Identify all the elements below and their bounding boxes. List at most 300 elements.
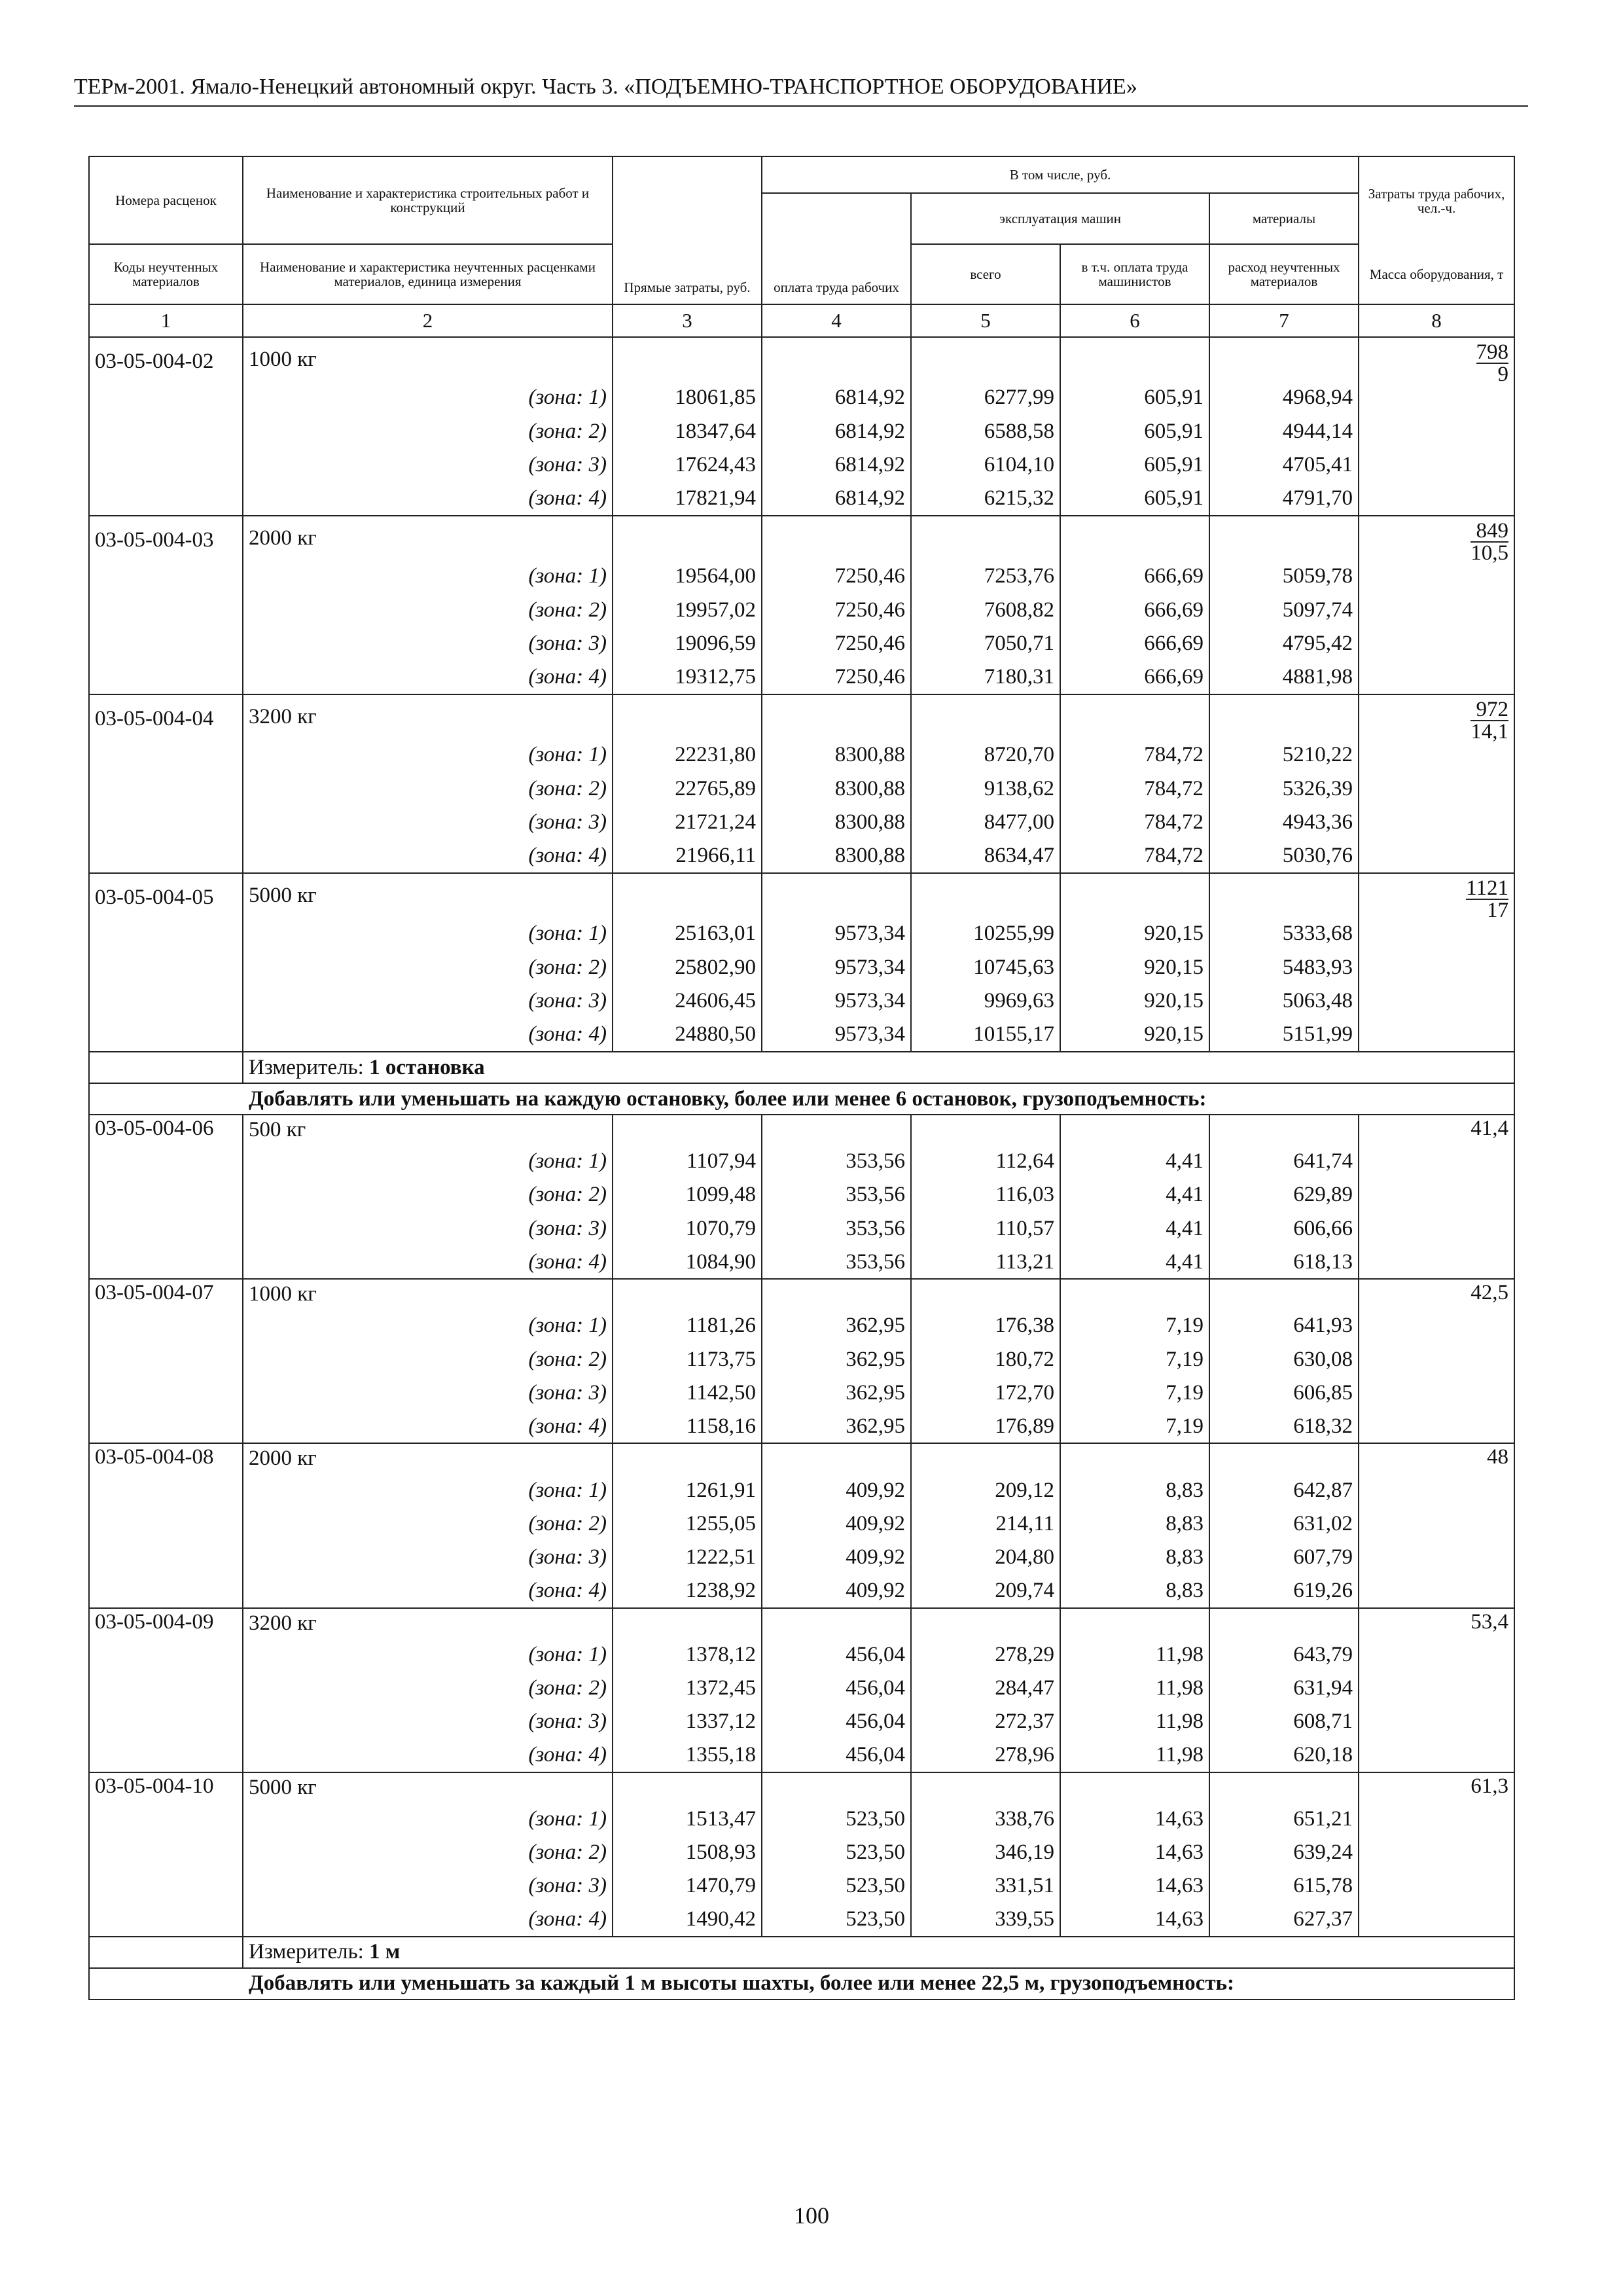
value-mach_labor: 920,15 <box>1060 951 1209 985</box>
zone-label: (зона: 4) <box>243 1246 613 1279</box>
value-mach: 110,57 <box>911 1212 1060 1246</box>
value-mach_labor: 4,41 <box>1060 1178 1209 1211</box>
table-row <box>89 1638 1514 1672</box>
value-mach: 6215,32 <box>911 482 1060 516</box>
zone-label: (зона: 4) <box>243 1410 613 1443</box>
empty-cell <box>911 873 1060 917</box>
item-name: 500 кг <box>243 1115 613 1145</box>
value-labor: 9573,34 <box>762 917 911 951</box>
zone-label: (зона: 1) <box>243 1803 613 1836</box>
value-labor: 409,92 <box>762 1473 911 1507</box>
value-mach: 112,64 <box>911 1145 1060 1178</box>
zone-label: (зона: 4) <box>243 482 613 516</box>
item-name: 1000 кг <box>243 337 613 381</box>
value-direct: 1222,51 <box>613 1541 762 1574</box>
value-direct: 17821,94 <box>613 482 762 516</box>
empty-cell <box>89 1052 243 1083</box>
value-direct: 1107,94 <box>613 1145 762 1178</box>
col-labor-cost-header: Затраты труда рабочих, чел.-ч. <box>1359 156 1514 244</box>
col-number: 5 <box>911 304 1060 337</box>
mass-fraction <box>1471 520 1508 564</box>
mass-cell <box>1359 337 1514 516</box>
table-row <box>89 560 1514 594</box>
zone-label: (зона: 3) <box>243 1869 613 1903</box>
value-labor: 456,04 <box>762 1705 911 1738</box>
col-mass-header: Масса оборудования, т <box>1359 244 1514 304</box>
value-mach_labor: 14,63 <box>1060 1903 1209 1937</box>
table-row <box>89 1473 1514 1507</box>
value-mat: 5326,39 <box>1209 772 1359 806</box>
value-mach_labor: 666,69 <box>1060 594 1209 628</box>
value-mach: 278,29 <box>911 1638 1060 1672</box>
empty-cell <box>613 1772 762 1803</box>
empty-cell <box>1060 1115 1209 1145</box>
value-mat: 4944,14 <box>1209 415 1359 449</box>
rate-code: 03-05-004-08 <box>89 1443 243 1607</box>
item-name: 3200 кг <box>243 694 613 738</box>
zone-label: (зона: 3) <box>243 448 613 482</box>
empty-cell <box>1060 516 1209 560</box>
empty-cell <box>762 1608 911 1638</box>
table-row <box>89 516 1514 560</box>
value-mat: 606,85 <box>1209 1376 1359 1410</box>
value-mach: 209,12 <box>911 1473 1060 1507</box>
empty-cell <box>1209 1443 1359 1473</box>
value-labor: 8300,88 <box>762 738 911 772</box>
value-direct: 1508,93 <box>613 1836 762 1869</box>
mass-cell <box>1359 873 1514 1052</box>
value-labor: 353,56 <box>762 1246 911 1279</box>
empty-cell <box>1209 516 1359 560</box>
empty-cell <box>762 1279 911 1309</box>
value-direct: 1173,75 <box>613 1342 762 1376</box>
value-labor: 7250,46 <box>762 627 911 661</box>
value-labor: 456,04 <box>762 1638 911 1672</box>
labor-cost-value: 972 <box>1471 699 1508 721</box>
table-row <box>89 1672 1514 1705</box>
empty-cell <box>762 1115 911 1145</box>
labor-cost-value: 53,4 <box>1359 1608 1514 1772</box>
value-mat: 639,24 <box>1209 1836 1359 1869</box>
add-instruction: Добавлять или уменьшать на каждую остановку, более или менее 6 остановок, грузоподъемность: <box>89 1083 1514 1115</box>
value-mach: 8477,00 <box>911 806 1060 840</box>
value-mach_labor: 8,83 <box>1060 1541 1209 1574</box>
value-labor: 362,95 <box>762 1376 911 1410</box>
rate-code: 03-05-004-05 <box>89 873 243 1052</box>
value-labor: 7250,46 <box>762 560 911 594</box>
zone-label: (зона: 2) <box>243 1178 613 1211</box>
value-mat: 631,94 <box>1209 1672 1359 1705</box>
value-mat: 4881,98 <box>1209 661 1359 695</box>
value-mat: 5063,48 <box>1209 984 1359 1018</box>
value-mach_labor: 4,41 <box>1060 1145 1209 1178</box>
value-mat: 629,89 <box>1209 1178 1359 1211</box>
empty-cell <box>1060 1772 1209 1803</box>
table-row <box>89 840 1514 874</box>
table-row <box>89 1342 1514 1376</box>
table-row <box>89 1443 1514 1473</box>
value-direct: 1142,50 <box>613 1376 762 1410</box>
value-mat: 619,26 <box>1209 1574 1359 1607</box>
rates-table <box>88 156 1515 2000</box>
col-material-name-header: Наименование и характеристика неучтенных расценками материалов, единица измерения <box>243 244 613 304</box>
value-mat: 4791,70 <box>1209 482 1359 516</box>
zone-label: (зона: 2) <box>243 1836 613 1869</box>
value-direct: 1355,18 <box>613 1738 762 1772</box>
col-work-name-header: Наименование и характеристика строительных работ и конструкций <box>243 156 613 244</box>
value-labor: 353,56 <box>762 1178 911 1211</box>
empty-cell <box>613 1608 762 1638</box>
value-mach_labor: 784,72 <box>1060 806 1209 840</box>
value-labor: 8300,88 <box>762 772 911 806</box>
value-direct: 18061,85 <box>613 381 762 415</box>
value-direct: 1099,48 <box>613 1178 762 1211</box>
value-mach: 176,38 <box>911 1309 1060 1342</box>
zone-label: (зона: 2) <box>243 594 613 628</box>
empty-cell <box>911 1115 1060 1145</box>
table-row <box>89 772 1514 806</box>
empty-cell <box>762 873 911 917</box>
value-mat: 5483,93 <box>1209 951 1359 985</box>
value-labor: 353,56 <box>762 1145 911 1178</box>
value-mat: 4968,94 <box>1209 381 1359 415</box>
value-labor: 362,95 <box>762 1410 911 1443</box>
table-row <box>89 1052 1514 1083</box>
zone-label: (зона: 4) <box>243 1903 613 1937</box>
value-mach: 331,51 <box>911 1869 1060 1903</box>
zone-label: (зона: 2) <box>243 1342 613 1376</box>
value-mat: 606,66 <box>1209 1212 1359 1246</box>
rate-code: 03-05-004-06 <box>89 1115 243 1279</box>
zone-label: (зона: 3) <box>243 806 613 840</box>
col-number: 4 <box>762 304 911 337</box>
value-mach: 8634,47 <box>911 840 1060 874</box>
empty-cell <box>1209 1608 1359 1638</box>
value-labor: 456,04 <box>762 1738 911 1772</box>
table-row <box>89 482 1514 516</box>
value-mach_labor: 11,98 <box>1060 1705 1209 1738</box>
labor-cost-value: 1121 <box>1466 876 1509 900</box>
labor-cost-value: 849 <box>1471 520 1508 543</box>
table-row <box>89 1803 1514 1836</box>
value-mach: 180,72 <box>911 1342 1060 1376</box>
value-mach_labor: 7,19 <box>1060 1309 1209 1342</box>
value-labor: 6814,92 <box>762 448 911 482</box>
col-number: 7 <box>1209 304 1359 337</box>
value-labor: 456,04 <box>762 1672 911 1705</box>
table-row <box>89 1903 1514 1937</box>
value-mach: 10155,17 <box>911 1018 1060 1052</box>
empty-cell <box>1209 873 1359 917</box>
table-row <box>89 1937 1514 1968</box>
value-direct: 1238,92 <box>613 1574 762 1607</box>
value-mat: 608,71 <box>1209 1705 1359 1738</box>
empty-cell <box>1209 337 1359 381</box>
table-row <box>89 594 1514 628</box>
table-row <box>89 1279 1514 1309</box>
empty-cell <box>762 516 911 560</box>
col-labor-pay-header: оплата труда рабочих <box>762 193 911 304</box>
value-direct: 21966,11 <box>613 840 762 874</box>
table-row <box>89 627 1514 661</box>
col-number: 8 <box>1359 304 1514 337</box>
table-row <box>89 1507 1514 1541</box>
table-row <box>89 1145 1514 1178</box>
zone-label: (зона: 1) <box>243 1309 613 1342</box>
value-mach: 9969,63 <box>911 984 1060 1018</box>
empty-cell <box>1060 694 1209 738</box>
table-row <box>89 661 1514 695</box>
value-direct: 25802,90 <box>613 951 762 985</box>
value-labor: 9573,34 <box>762 1018 911 1052</box>
value-mach: 10745,63 <box>911 951 1060 985</box>
mass-value: 10,5 <box>1471 541 1509 565</box>
value-mach: 7608,82 <box>911 594 1060 628</box>
labor-cost-value: 42,5 <box>1359 1279 1514 1443</box>
empty-cell <box>613 337 762 381</box>
empty-cell <box>89 1937 243 1968</box>
zone-label: (зона: 3) <box>243 1212 613 1246</box>
value-labor: 523,50 <box>762 1836 911 1869</box>
empty-cell <box>1060 337 1209 381</box>
value-mach_labor: 784,72 <box>1060 738 1209 772</box>
value-mach: 204,80 <box>911 1541 1060 1574</box>
value-labor: 409,92 <box>762 1574 911 1607</box>
empty-cell <box>911 694 1060 738</box>
value-labor: 523,50 <box>762 1803 911 1836</box>
table-row <box>89 1574 1514 1607</box>
zone-label: (зона: 3) <box>243 1705 613 1738</box>
empty-cell <box>1060 1279 1209 1309</box>
value-mat: 5333,68 <box>1209 917 1359 951</box>
value-labor: 409,92 <box>762 1541 911 1574</box>
mass-fraction <box>1466 878 1508 921</box>
table-row <box>89 738 1514 772</box>
item-name: 3200 кг <box>243 1608 613 1638</box>
zone-label: (зона: 4) <box>243 661 613 695</box>
value-mach: 7253,76 <box>911 560 1060 594</box>
rate-code: 03-05-004-10 <box>89 1772 243 1937</box>
empty-cell <box>911 1279 1060 1309</box>
zone-label: (зона: 1) <box>243 381 613 415</box>
value-direct: 1070,79 <box>613 1212 762 1246</box>
value-labor: 9573,34 <box>762 984 911 1018</box>
value-labor: 8300,88 <box>762 840 911 874</box>
value-mach: 7050,71 <box>911 627 1060 661</box>
value-mach: 278,96 <box>911 1738 1060 1772</box>
empty-cell <box>1060 1608 1209 1638</box>
col-rate-number-header: Номера расценок <box>89 156 243 244</box>
incl-header: В том числе, руб. <box>762 156 1359 193</box>
value-labor: 9573,34 <box>762 951 911 985</box>
value-mach: 7180,31 <box>911 661 1060 695</box>
zone-label: (зона: 2) <box>243 1507 613 1541</box>
zone-label: (зона: 2) <box>243 415 613 449</box>
value-direct: 24606,45 <box>613 984 762 1018</box>
empty-cell <box>1060 873 1209 917</box>
value-labor: 6814,92 <box>762 381 911 415</box>
mass-value: 9 <box>1497 363 1509 386</box>
table-row <box>89 1246 1514 1279</box>
value-mat: 5059,78 <box>1209 560 1359 594</box>
empty-cell <box>1209 1772 1359 1803</box>
empty-cell <box>762 1772 911 1803</box>
value-mat: 618,13 <box>1209 1246 1359 1279</box>
empty-cell <box>911 1608 1060 1638</box>
table-row <box>89 381 1514 415</box>
value-direct: 25163,01 <box>613 917 762 951</box>
empty-cell <box>613 873 762 917</box>
value-mat: 5151,99 <box>1209 1018 1359 1052</box>
empty-cell <box>762 337 911 381</box>
value-mach: 214,11 <box>911 1507 1060 1541</box>
measure-value: 1 м <box>369 1940 401 1964</box>
empty-cell <box>911 1443 1060 1473</box>
empty-cell <box>1060 1443 1209 1473</box>
rate-code: 03-05-004-04 <box>89 694 243 873</box>
value-mat: 615,78 <box>1209 1869 1359 1903</box>
value-mach_labor: 920,15 <box>1060 984 1209 1018</box>
item-name: 5000 кг <box>243 1772 613 1803</box>
value-labor: 362,95 <box>762 1342 911 1376</box>
zone-label: (зона: 1) <box>243 1145 613 1178</box>
value-mat: 643,79 <box>1209 1638 1359 1672</box>
value-mach: 339,55 <box>911 1903 1060 1937</box>
table-row <box>89 1018 1514 1052</box>
value-mach_labor: 4,41 <box>1060 1212 1209 1246</box>
value-direct: 1255,05 <box>613 1507 762 1541</box>
labor-cost-value: 61,3 <box>1359 1772 1514 1937</box>
value-mach_labor: 14,63 <box>1060 1836 1209 1869</box>
table-row <box>89 806 1514 840</box>
value-mat: 651,21 <box>1209 1803 1359 1836</box>
value-mat: 620,18 <box>1209 1738 1359 1772</box>
empty-cell <box>1209 1279 1359 1309</box>
value-mach_labor: 666,69 <box>1060 560 1209 594</box>
value-mach_labor: 784,72 <box>1060 772 1209 806</box>
zone-label: (зона: 1) <box>243 1638 613 1672</box>
empty-cell <box>1209 694 1359 738</box>
empty-cell <box>1209 1115 1359 1145</box>
zone-label: (зона: 4) <box>243 1018 613 1052</box>
zone-label: (зона: 2) <box>243 772 613 806</box>
value-mach_labor: 920,15 <box>1060 1018 1209 1052</box>
empty-cell <box>613 1443 762 1473</box>
empty-cell <box>911 337 1060 381</box>
value-mach: 209,74 <box>911 1574 1060 1607</box>
value-direct: 19957,02 <box>613 594 762 628</box>
value-labor: 6814,92 <box>762 415 911 449</box>
table-row <box>89 415 1514 449</box>
value-direct: 1084,90 <box>613 1246 762 1279</box>
value-mach_labor: 605,91 <box>1060 482 1209 516</box>
value-mat: 4943,36 <box>1209 806 1359 840</box>
value-mat: 630,08 <box>1209 1342 1359 1376</box>
value-direct: 1470,79 <box>613 1869 762 1903</box>
value-mach_labor: 7,19 <box>1060 1342 1209 1376</box>
mass-fraction <box>1471 699 1508 742</box>
value-labor: 362,95 <box>762 1309 911 1342</box>
value-direct: 19564,00 <box>613 560 762 594</box>
value-direct: 19312,75 <box>613 661 762 695</box>
table-row <box>89 1836 1514 1869</box>
zone-label: (зона: 1) <box>243 738 613 772</box>
zone-label: (зона: 2) <box>243 951 613 985</box>
value-mach_labor: 666,69 <box>1060 661 1209 695</box>
value-mat: 631,02 <box>1209 1507 1359 1541</box>
empty-cell <box>613 1115 762 1145</box>
table-row <box>89 337 1514 381</box>
item-name: 2000 кг <box>243 516 613 560</box>
value-direct: 17624,43 <box>613 448 762 482</box>
value-labor: 523,50 <box>762 1903 911 1937</box>
value-direct: 19096,59 <box>613 627 762 661</box>
page-header: ТЕРм-2001. Ямало-Ненецкий автономный округ. Часть 3. «ПОДЪЕМНО-ТРАНСПОРТНОЕ ОБОРУДОВАНИЕ» <box>74 74 1528 107</box>
value-mach: 6277,99 <box>911 381 1060 415</box>
table-row <box>89 1212 1514 1246</box>
table-row <box>89 448 1514 482</box>
value-mat: 607,79 <box>1209 1541 1359 1574</box>
empty-cell <box>762 694 911 738</box>
value-mach_labor: 11,98 <box>1060 1638 1209 1672</box>
zone-label: (зона: 1) <box>243 1473 613 1507</box>
table-row <box>89 873 1514 917</box>
value-mat: 4705,41 <box>1209 448 1359 482</box>
value-direct: 1261,91 <box>613 1473 762 1507</box>
table-row <box>89 1410 1514 1443</box>
value-mach_labor: 7,19 <box>1060 1376 1209 1410</box>
zone-label: (зона: 1) <box>243 560 613 594</box>
value-mach_labor: 8,83 <box>1060 1473 1209 1507</box>
value-direct: 1158,16 <box>613 1410 762 1443</box>
zone-label: (зона: 1) <box>243 917 613 951</box>
add-instruction: Добавлять или уменьшать за каждый 1 м высоты шахты, более или менее 22,5 м, грузоподъемность: <box>89 1968 1514 2000</box>
value-direct: 1513,47 <box>613 1803 762 1836</box>
table-row <box>89 1083 1514 1115</box>
value-mach_labor: 784,72 <box>1060 840 1209 874</box>
value-labor: 7250,46 <box>762 661 911 695</box>
value-mach_labor: 8,83 <box>1060 1507 1209 1541</box>
value-labor: 353,56 <box>762 1212 911 1246</box>
value-direct: 22231,80 <box>613 738 762 772</box>
measure-row <box>243 1937 1514 1968</box>
col-number: 6 <box>1060 304 1209 337</box>
value-labor: 6814,92 <box>762 482 911 516</box>
rate-code: 03-05-004-03 <box>89 516 243 694</box>
value-mach_labor: 14,63 <box>1060 1803 1209 1836</box>
value-mat: 641,93 <box>1209 1309 1359 1342</box>
value-labor: 7250,46 <box>762 594 911 628</box>
value-direct: 24880,50 <box>613 1018 762 1052</box>
mass-cell <box>1359 694 1514 873</box>
value-mach: 116,03 <box>911 1178 1060 1211</box>
value-mat: 642,87 <box>1209 1473 1359 1507</box>
value-direct: 1378,12 <box>613 1638 762 1672</box>
measure-prefix: Измеритель: <box>249 1940 370 1964</box>
mass-cell <box>1359 516 1514 694</box>
value-mach_labor: 920,15 <box>1060 917 1209 951</box>
table-row <box>89 984 1514 1018</box>
table-row <box>89 1309 1514 1342</box>
value-mach: 338,76 <box>911 1803 1060 1836</box>
value-mach_labor: 8,83 <box>1060 1574 1209 1607</box>
value-labor: 409,92 <box>762 1507 911 1541</box>
col-machinist-pay-header: в т.ч. оплата труда машинистов <box>1060 244 1209 304</box>
value-mat: 5030,76 <box>1209 840 1359 874</box>
value-mach: 113,21 <box>911 1246 1060 1279</box>
mass-fraction <box>1476 342 1509 385</box>
empty-cell <box>911 1772 1060 1803</box>
